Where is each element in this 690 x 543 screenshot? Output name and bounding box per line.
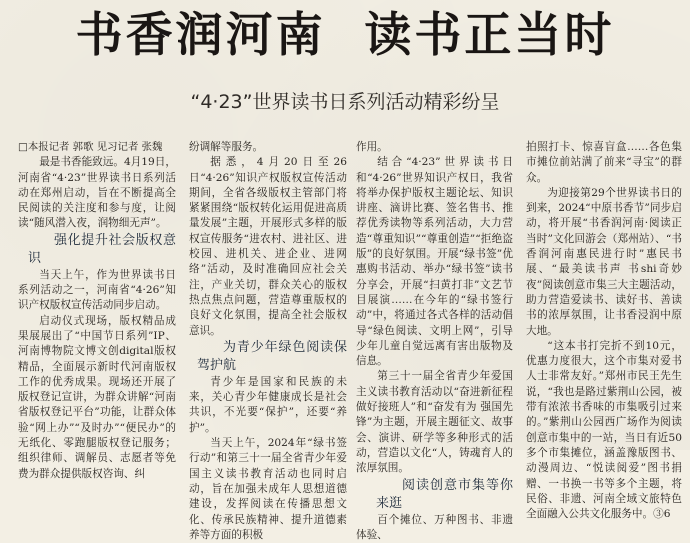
byline: □本报记者 郭歌 见习记者 张魏 (18, 141, 163, 153)
paragraph: 当天上午，作为世界读书日系列活动之一，河南省“4·26”知识产权版权宣传活动同步启动。 (18, 268, 176, 312)
headline: 书香润河南 读书正当时 (75, 8, 615, 63)
paragraph: 纷调解等服务。 (189, 141, 264, 153)
paragraph: 最是书香能致远。4月19日，河南省“4·23”世界读书日系列活动在郑州启动，旨在不断提高全民阅读的关注度和参与度，让阅读“随风潜入夜，润物细无声”。 (18, 156, 176, 230)
section-heading: 为青少年绿色阅读保驾护航 (197, 339, 347, 373)
paragraph: “这本书打完折不到10元，优惠力度很大，这个市集对爱书人士非常友好。”郑州市民王先生说，“我也是路过紫荆山公园，被带有浓浓书香味的市集吸引过来的。”紫荆山公园西广场作为阅读创意市集中的一站，当日有近50多个市集摊位，涵盖豫版图书、动漫周边、“悦读阅爱”图书捐赠、一书换一书等多个主题，将民俗、非遗、河南全域文旅特色全面融入公共文化服务中。③6 (526, 339, 682, 521)
paragraph: 青少年是国家和民族的未来，关心青少年健康成长是社会共识，不光要“保护”，还要“养护”。 (189, 375, 347, 434)
paragraph: 启动仪式现场，版权精品成果展展出了“中国节日系列”IP、河南博物院文博文创digital版权精品，全面展示新时代河南版权工作的优秀成果。现场还开展了版权登记宣讲，为群众讲解“河南省版权登记平台”功能，让群众体验“网上办”“及时办”“便民办”的无纸化、零跑腿版权登记服务；组织律师、调解员、志愿者等免费为群众提供版权咨询、纠 (18, 314, 176, 480)
section-heading: 强化提升社会版权意识 (28, 232, 176, 266)
column-2 (189, 140, 347, 543)
paragraph: 为迎接第29个世界读书日的到来，2024“中原书香节”同步启动，将开展“书香润河南·阅读正当时”文化回游会（郑州站）、“书香润河南惠民进行时”惠民书展、“最美读书声 书shi奇妙夜”阅读创意市集三大主题活动，助力营造爱读书、读好书、善读书的浓厚氛围，让书香浸润中原大地。 (526, 186, 682, 337)
subtitle: “4·23”世界读书日系列活动精彩纷呈 (190, 91, 500, 113)
paragraph: 第三十一届全省青少年爱国主义读书教育活动以“奋进新征程 做好接班人”和“奋发有为 强国先锋”为主题，开展主题征文、故事会、演讲、研学等多种形式的活动，营造以文化“人，铸魂育人的浓厚氛围。 (356, 370, 513, 475)
paragraph: 结合“4·23”世界读书日和“4·26”世界知识产权日，我省将举办保护版权主题论坛、知识讲座、滴讲比赛、签名售书、推荐优秀读物等系列活动，大力营造“尊重知识”“尊重创造”“拒绝盗版”的良好氛围。开展“绿书签”优惠购书活动、举办“绿书签”读书分享会，开展“扫黄打非”文艺节目展演……在今年的“绿书签行动”中，将通过各式各样的活动倡导“绿色阅读、文明上网”，引导少年儿童自觉远离有害出版物及信息。 (356, 156, 513, 368)
paragraph: 据悉，4月20日至26日“4·26”知识产权版权宣传活动期间，全省各级版权主管部门将紧紧围绕“版权转化运用促进高质量发展”主题，开展形式多样的版权宣传服务“进农村、进社区、进校园、进机关、进企业、进网络”活动，及时准确回应社会关注，产业关切，群众关心的版权热点焦点问题，营造尊重版权的良好文化氛围，提高全社会版权意识。 (189, 156, 347, 337)
column-1 (18, 140, 176, 482)
paragraph: 当天上午，2024年“绿书签行动”和第三十一届全省青少年爱国主义读书教育活动也同时启动，旨在加强未成年人思想道德建设，发挥阅读在传播思想文化、传承民族精神、提升道德素养等方面的积极 (189, 437, 347, 541)
paragraph: 作用。 (356, 141, 388, 153)
section-heading: 阅读创意市集等你来逛 (376, 477, 513, 511)
paragraph: 百个摊位、万种图书、非遗体验、 (356, 513, 513, 541)
column-4 (526, 140, 682, 522)
paragraph: 拍照打卡、惊喜盲盒……各色集市摊位前站满了前来“寻宝”的群众。 (526, 141, 682, 184)
column-3 (356, 140, 513, 543)
